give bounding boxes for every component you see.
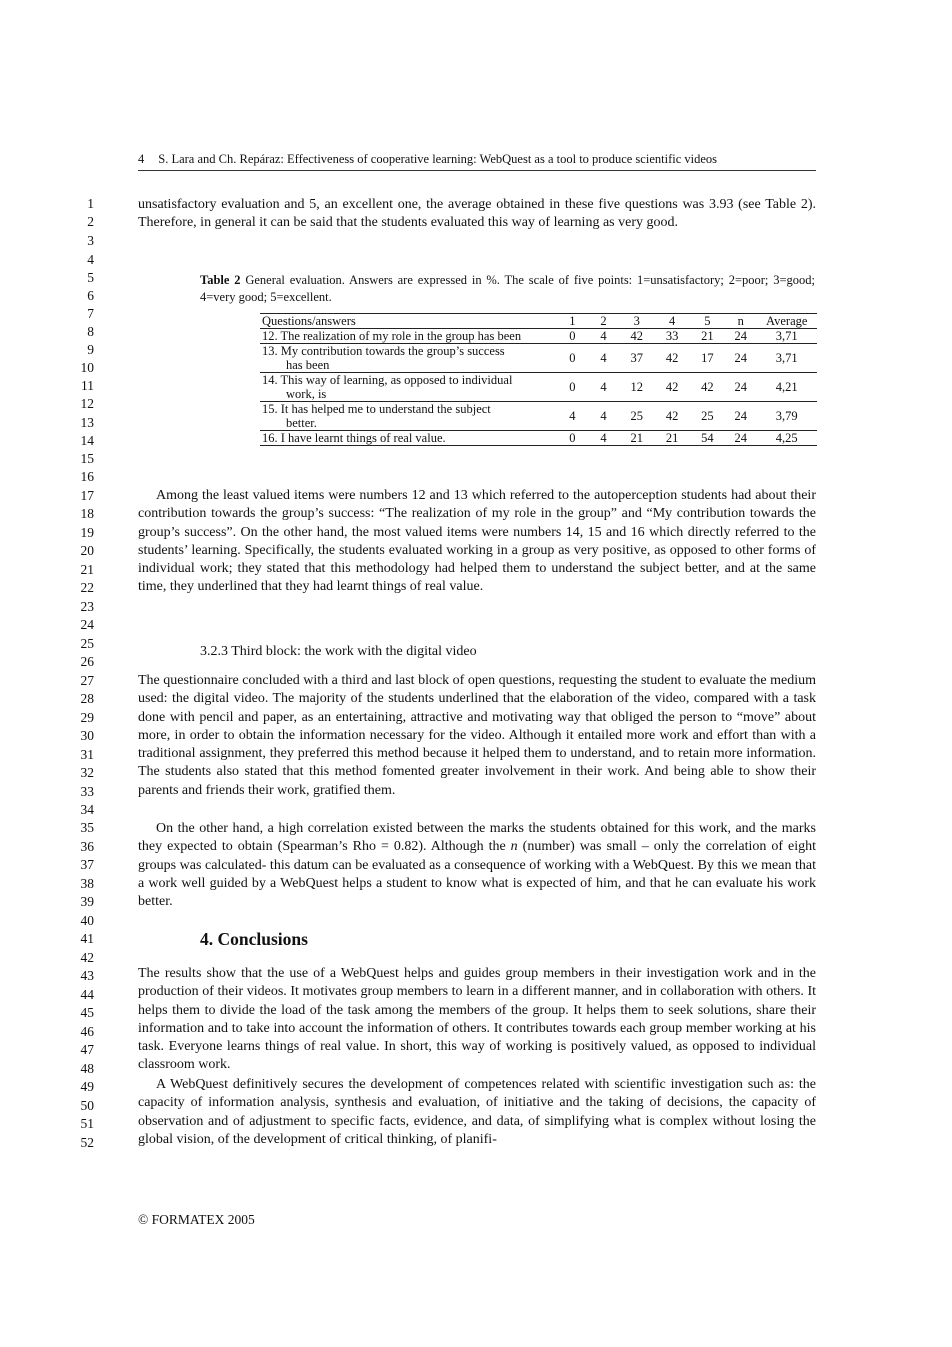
intro-paragraph: unsatisfactory evaluation and 5, an excellent one, the average obtained in these five questions was 3.93 (see Table 2). Therefore, in general it can be said that the students evaluated this way of learning as very good.: [138, 197, 816, 231]
value-cell: 24: [725, 344, 756, 373]
value-cell: 17: [690, 344, 725, 373]
line-number: 32: [80, 765, 94, 780]
line-number: 21: [80, 562, 94, 577]
line-number: 15: [80, 451, 94, 466]
value-cell: 42: [654, 402, 689, 431]
line-number: 52: [80, 1135, 94, 1150]
line-number: 1: [87, 196, 94, 211]
value-cell: 42: [654, 373, 689, 402]
value-cell: 25: [690, 402, 725, 431]
table-caption-text: General evaluation. Answers are expressed in %. The scale of five points: 1=unsatisfactory; 2=poor; 3=good; 4=very good; 5=excellent.: [200, 273, 815, 304]
line-number: 48: [80, 1061, 94, 1076]
value-cell: 42: [690, 373, 725, 402]
paragraph-least-valued: Among the least valued items were numbers 12 and 13 which referred to the autoperception students had about their contribution towards the group’s success: “The realization of my role in the group” and “My contribution towards the group’s success”. On the other hand, the most valued items were numbers 14, 15 and 16 which directly referred to the students’ learning. Specifically, the students evaluated working in a group as very positive, as opposed to other forms of individual work; they stated that this methodology had helped them to understand the subject better, and at the same time, they underlined that they had learnt things of real value.: [138, 488, 816, 595]
table-caption: [200, 272, 815, 305]
correlation-text-b: (number) was small – only the correlation of eight groups was calculated- this datum can be evaluated as a consequence of working with a WebQuest. By this we mean that a work well guided by a WebQuest helps a student to know what is expected of him, and that he can evaluate his work better.: [138, 839, 817, 910]
value-cell: 25: [619, 402, 654, 431]
table-row: [260, 344, 817, 373]
question-text: 12. The realization of my role in the group has been: [262, 329, 522, 343]
line-number: 25: [80, 636, 94, 651]
evaluation-table: [260, 313, 817, 446]
value-cell: 4: [588, 402, 619, 431]
running-title: S. Lara and Ch. Repáraz: Effectiveness of cooperative learning: WebQuest as a tool to produce scientific videos: [158, 152, 718, 166]
header-col-5: 5: [690, 314, 725, 329]
page-number: 4: [138, 152, 145, 166]
value-cell: 21: [690, 329, 725, 344]
value-cell: 4: [588, 329, 619, 344]
question-cell: [260, 431, 557, 446]
line-number: 38: [80, 876, 94, 891]
line-number: 27: [80, 673, 94, 688]
header-col-2: 2: [588, 314, 619, 329]
line-number: 16: [80, 469, 94, 484]
correlation-n-italic: n: [510, 839, 518, 855]
value-cell: 24: [725, 373, 756, 402]
value-cell: 3,71: [756, 329, 817, 344]
section-title: 4. Conclusions: [200, 929, 308, 949]
table-row: [260, 402, 817, 431]
line-number: 49: [80, 1079, 94, 1094]
line-number: 26: [80, 654, 94, 669]
line-number: 36: [80, 839, 94, 854]
question-cell: [260, 402, 557, 431]
line-number: 3: [87, 233, 94, 248]
line-number: 50: [80, 1098, 94, 1113]
value-cell: 42: [654, 344, 689, 373]
line-number: 10: [80, 360, 94, 375]
line-number: 14: [80, 433, 94, 448]
line-number: 6: [87, 288, 94, 303]
table-row: [260, 329, 817, 344]
line-number: 45: [80, 1005, 94, 1020]
value-cell: 12: [619, 373, 654, 402]
value-cell: 0: [557, 329, 588, 344]
value-cell: 21: [619, 431, 654, 446]
line-number: 22: [80, 580, 94, 595]
line-number: 42: [80, 950, 94, 965]
line-number: 33: [80, 784, 94, 799]
footer-copyright: © FORMATEX 2005: [138, 1212, 255, 1227]
question-text: 14. This way of learning, as opposed to individual: [262, 373, 513, 387]
table-header-row: [260, 314, 817, 329]
header-col-average: Average: [756, 314, 817, 329]
header-col-4: 4: [654, 314, 689, 329]
value-cell: 4: [588, 373, 619, 402]
line-number: 23: [80, 599, 94, 614]
subsection-title: 3.2.3 Third block: the work with the digital video: [200, 644, 477, 659]
line-number: 47: [80, 1042, 94, 1057]
value-cell: 4: [588, 431, 619, 446]
header-questions: Questions/answers: [260, 314, 557, 329]
line-number: 2: [87, 214, 94, 229]
question-text: 16. I have learnt things of real value.: [262, 431, 446, 445]
value-cell: 24: [725, 431, 756, 446]
line-number: 7: [87, 306, 94, 321]
value-cell: 54: [690, 431, 725, 446]
line-number: 34: [80, 802, 94, 817]
header-col-n: n: [725, 314, 756, 329]
value-cell: 42: [619, 329, 654, 344]
header-col-1: 1: [557, 314, 588, 329]
line-number: 5: [87, 270, 94, 285]
line-number: 24: [80, 617, 94, 632]
line-number: 29: [80, 710, 94, 725]
question-text-continued: work, is: [286, 387, 327, 401]
line-number: 51: [80, 1116, 94, 1131]
line-number: 40: [80, 913, 94, 928]
running-header: [138, 152, 816, 171]
line-number: 8: [87, 324, 94, 339]
value-cell: 37: [619, 344, 654, 373]
question-cell: [260, 329, 557, 344]
line-number: 43: [80, 968, 94, 983]
value-cell: 4,21: [756, 373, 817, 402]
table-caption-label: Table 2: [200, 273, 241, 287]
value-cell: 3,79: [756, 402, 817, 431]
line-number: 11: [81, 378, 94, 393]
line-number: 9: [87, 342, 94, 357]
paragraph-competences: A WebQuest definitively secures the development of competences related with scientific investigation such as: the capacity of information analysis, synthesis and evaluation, of initiative and the taking of decisions, the capacity of observation and of adjustment to specific facts, evidence, and data, of simplifying what is complex without losing the global vision, of the development of critical thinking, of planifi-: [138, 1077, 816, 1147]
line-number: 4: [87, 252, 94, 267]
paragraph-correlation: [138, 820, 816, 911]
line-number: 13: [80, 415, 94, 430]
line-number: 17: [80, 488, 94, 503]
header-col-3: 3: [619, 314, 654, 329]
line-number: 37: [80, 857, 94, 872]
paragraph-video: The questionnaire concluded with a third and last block of open questions, requesting the student to evaluate the medium used: the digital video. The majority of the students underlined that the elaboration of the video, compared with a task done with pencil and paper, as an entertaining, attractive and motivating way that obliged the person to “move” about more, in order to obtain the information necessary for the video. Although it entailed more work and effort than with a traditional assignment, they preferred this method because it helped them to understand, and to retain more information. The students also stated that this method fomented greater involvement in their work. And being able to show their parents and friends their work, gratified them.: [138, 673, 816, 798]
value-cell: 0: [557, 431, 588, 446]
value-cell: 0: [557, 344, 588, 373]
line-number: 20: [80, 543, 94, 558]
line-number: 28: [80, 691, 94, 706]
line-number: 18: [80, 506, 94, 521]
value-cell: 3,71: [756, 344, 817, 373]
table-row: [260, 373, 817, 402]
line-number: 35: [80, 820, 94, 835]
line-number: 41: [80, 931, 94, 946]
value-cell: 24: [725, 402, 756, 431]
table-row: [260, 431, 817, 446]
question-text: 13. My contribution towards the group’s success: [262, 344, 505, 358]
value-cell: 4,25: [756, 431, 817, 446]
line-number: 19: [80, 525, 94, 540]
correlation-text-a: On the other hand, a high correlation existed between the marks the students obtained for this work, and the marks they expected to obtain (Spearman’s Rho = 0.82). Although the: [138, 821, 816, 855]
line-number: 31: [80, 747, 94, 762]
question-text-continued: has been: [286, 358, 330, 372]
question-cell: [260, 344, 557, 373]
value-cell: 4: [588, 344, 619, 373]
value-cell: 0: [557, 373, 588, 402]
question-text-continued: better.: [286, 416, 317, 430]
line-number: 30: [80, 728, 94, 743]
value-cell: 4: [557, 402, 588, 431]
value-cell: 24: [725, 329, 756, 344]
value-cell: 21: [654, 431, 689, 446]
line-number: 44: [80, 987, 94, 1002]
question-cell: [260, 373, 557, 402]
value-cell: 33: [654, 329, 689, 344]
line-number: 39: [80, 894, 94, 909]
line-number: 46: [80, 1024, 94, 1039]
question-text: 15. It has helped me to understand the subject: [262, 402, 491, 416]
line-number: 12: [80, 396, 94, 411]
paragraph-conclusions: The results show that the use of a WebQuest helps and guides group members in their investigation work and in the production of their videos. It motivates group members to learn in a different manner, and in collaboration with others. It helps them to divide the load of the task among the members of the group. It helps them to seek solutions, share their information and to take into account the information of others. It contributes towards each group member working at his task. Everyone learns things of real value. In short, this way of working is positively valued, as opposed to individual classroom work.: [138, 966, 816, 1073]
